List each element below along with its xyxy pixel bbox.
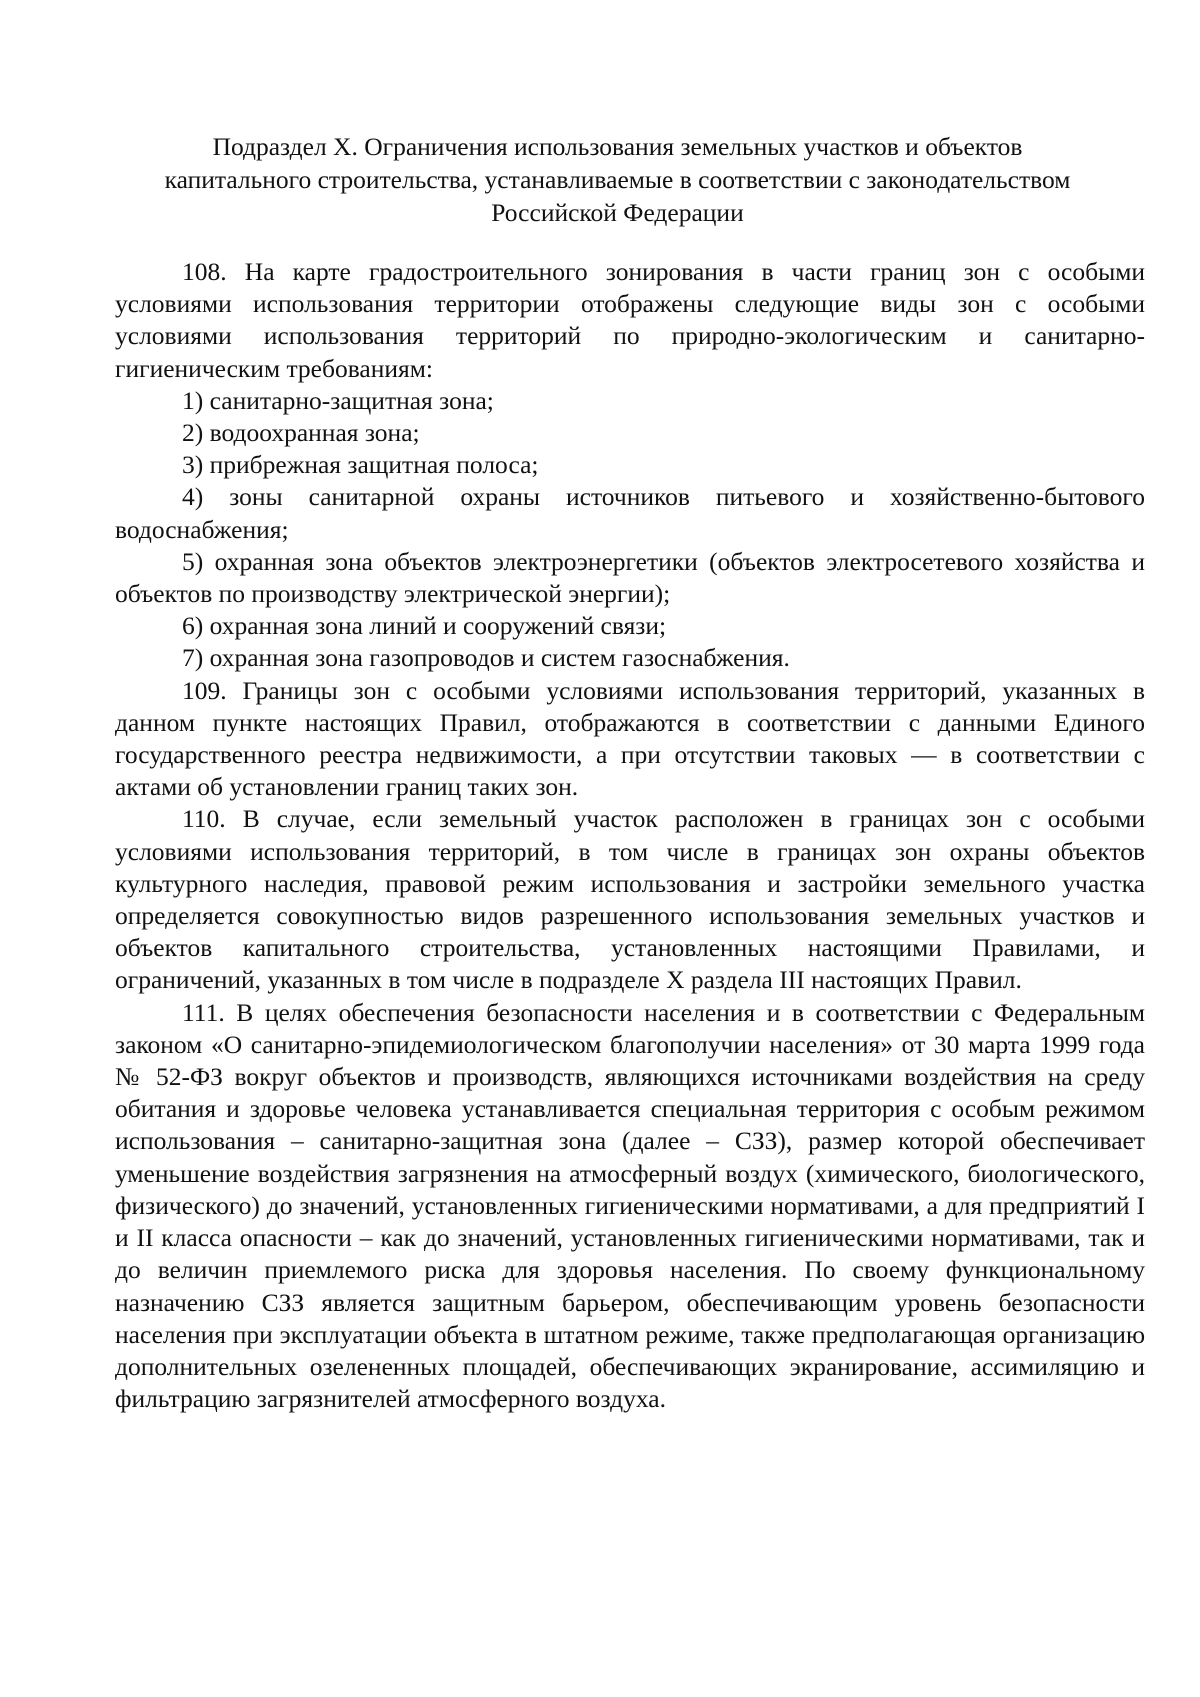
list-item-6: 6) охранная зона линий и сооружений связи; bbox=[182, 611, 667, 641]
list-item-2: 2) водоохранная зона; bbox=[182, 418, 420, 448]
heading-line-1: Подраздел X. Ограничения использования земельных участков и объектов bbox=[212, 132, 1023, 161]
list-item-7: 7) охранная зона газопроводов и систем газоснабжения. bbox=[182, 643, 790, 673]
paragraph-111: 111. В целях обеспечения безопасности населения и в соответствии с Федеральным законом «О санитарно-эпидемиологическом благополучии населения» от 30 марта 1999 года № 52-ФЗ вокруг объектов и производств, являющихся источниками воздействия на среду обитания и здоровье человека устанавливается специальная территория с особым режимом использования – санитарно-защитная зона (далее – СЗЗ), размер которой обеспечивает уменьшение воздействия загрязнения на атмосферный воздух (химического, биологического, физического) до значений, установленных гигиеническими нормативами, а для предприятий I и II класса опасности – как до значений, установленных гигиеническими нормативами, так и до величин приемлемого риска для здоровья населения. По своему функциональному назначению СЗЗ является защитным барьером, обеспечивающим уровень безопасности населения при эксплуатации объекта в штатном режиме, также предполагающая организацию дополнительных озелененных площадей, обеспечивающих экранирование, ассимиляцию и фильтрацию загрязнителей атмосферного воздуха. bbox=[115, 997, 1145, 1414]
paragraph-109: 109. Границы зон с особыми условиями использования территорий, указанных в данном пункте настоящих Правил, отображаются в соответствии с данными Единого государственного реестра недвижимости, а при отсутствии таковых — в соответствии с актами об установлении границ таких зон. bbox=[115, 675, 1145, 802]
heading-line-3: Российской Федерации bbox=[491, 198, 744, 227]
section-heading bbox=[115, 130, 1120, 229]
list-item-3: 3) прибрежная защитная полоса; bbox=[182, 450, 539, 480]
list-item-5: 5) охранная зона объектов электроэнергетики (объектов электросетевого хозяйства и объектов по производству электрической энергии); bbox=[115, 546, 1145, 609]
list-item-1: 1) санитарно-защитная зона; bbox=[182, 385, 494, 415]
heading-line-2: капитального строительства, устанавливаемые в соответствии с законодательством bbox=[164, 165, 1071, 194]
list-item-4: 4) зоны санитарной охраны источников питьевого и хозяйственно-бытового водоснабжения; bbox=[115, 482, 1145, 544]
paragraph-108: 108. На карте градостроительного зонирования в части границ зон с особыми условиями использования территории отображены следующие виды зон с особыми условиями использования территорий по природно-экологическим и санитарно-гигиеническим требованиям: bbox=[115, 257, 1145, 383]
paragraph-110: 110. В случае, если земельный участок расположен в границах зон с особыми условиями использования территорий, в том числе в границах зон охраны объектов культурного наследия, правовой режим использования и застройки земельного участка определяется совокупностью видов разрешенного использования земельных участков и объектов капитального строительства, установленных настоящими Правилами, и ограничений, указанных в том числе в подразделе X раздела III настоящих Правил. bbox=[115, 804, 1145, 995]
document-body bbox=[115, 256, 1145, 1415]
